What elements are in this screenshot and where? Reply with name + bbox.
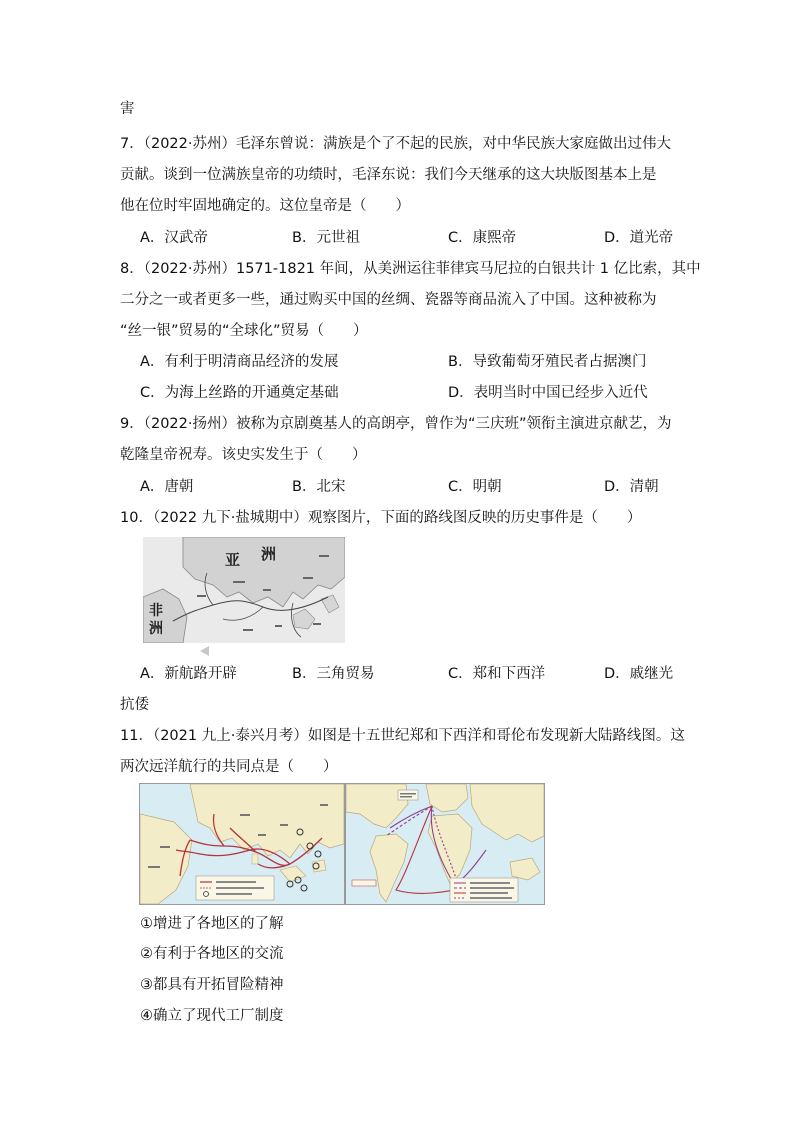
carry-over-text: 害	[120, 101, 135, 117]
map-label-africa-1: 非	[149, 603, 163, 619]
q8-option-b: B．导致葡萄牙殖民者占据澳门	[448, 354, 647, 370]
q7-line-1: 7．（2022·苏州）毛泽东曾说：满族是个了不起的民族，对中华民族大家庭做出过伟大	[120, 136, 671, 152]
q11-statement-1: ①增进了各地区的了解	[140, 916, 284, 932]
q9-option-a: A．唐朝	[140, 479, 194, 495]
q9-line-2: 乾隆皇帝祝寿。该史实发生于（ ）	[120, 447, 367, 463]
q7-option-c: C．康熙帝	[448, 230, 517, 246]
q8-line-3: “丝一银”贸易的“全球化”贸易（ ）	[120, 323, 368, 339]
q10-line-1: 10．（2022 九下·盐城期中）观察图片，下面的路线图反映的历史事件是（ ）	[120, 510, 642, 526]
map-label-asia-1: 亚	[225, 551, 241, 569]
map-label-asia-2: 洲	[261, 545, 277, 563]
q10-option-b: B．三角贸易	[292, 666, 375, 682]
q10-option-d: D．戚继光	[604, 666, 674, 682]
q8-option-a: A．有利于明清商品经济的发展	[140, 354, 339, 370]
q9-option-d: D．清朝	[604, 479, 659, 495]
q7-option-d: D．道光帝	[604, 230, 674, 246]
q10-option-a: A．新航路开辟	[140, 666, 237, 682]
q9-option-c: C．明朝	[448, 479, 502, 495]
q8-option-c: C．为海上丝路的开通奠定基础	[140, 385, 339, 401]
q11-statement-4: ④确立了现代工厂制度	[140, 1008, 284, 1024]
q8-option-d: D．表明当时中国已经步入近代	[448, 385, 648, 401]
q11-statement-2: ②有利于各地区的交流	[140, 946, 284, 962]
q9-option-b: B．北宋	[292, 479, 346, 495]
map-label-africa-2: 洲	[149, 621, 163, 637]
q8-line-1: 8．（2022·苏州）1571-1821 年间，从美洲运往菲律宾马尼拉的白银共计 1 亿比索，其中	[120, 261, 701, 277]
q10-option-c: C．郑和下西洋	[448, 666, 546, 682]
q10-option-d-wrap: 抗倭	[120, 697, 149, 713]
q9-line-1: 9．（2022·扬州）被称为京剧奠基人的高朗亭，曾作为“三庆班”领衔主演进京献艺，为	[120, 416, 672, 432]
q11-statement-3: ③都具有开拓冒险精神	[140, 977, 284, 993]
cursor-arrow-icon	[200, 646, 209, 656]
q7-option-b: B．元世祖	[292, 230, 360, 246]
q11-line-2: 两次远洋航行的共同点是（ ）	[120, 759, 338, 775]
q11-line-1: 11．（2021 九上·泰兴月考）如图是十五世纪郑和下西洋和哥伦布发现新大陆路线图。这	[120, 728, 685, 744]
q8-line-2: 二分之一或者更多一些，通过购买中国的丝绸、瓷器等商品流入了中国。这种被称为	[120, 292, 657, 308]
q7-line-2: 贡献。谈到一位满族皇帝的功绩时，毛泽东说：我们今天继承的这大块版图基本上是	[120, 167, 657, 183]
q11-columbus-map-image	[345, 783, 545, 905]
q11-zhenghe-map-image	[139, 783, 345, 905]
q7-option-a: A．汉武帝	[140, 230, 208, 246]
q7-line-3: 他在位时牢固地确定的。这位皇帝是（ ）	[120, 198, 410, 214]
q10-route-map-image	[143, 537, 345, 643]
